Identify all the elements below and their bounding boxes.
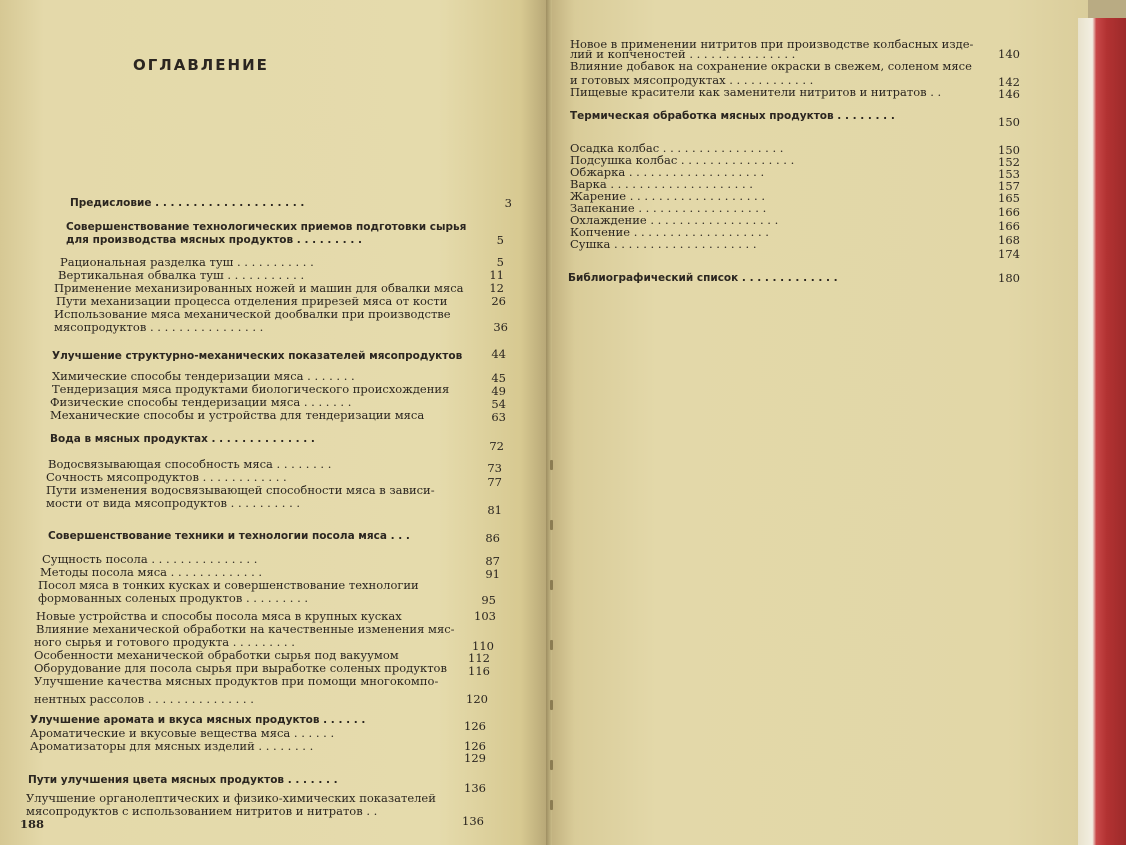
binding-stitch <box>550 580 553 590</box>
toc-entry-page-number: 136 <box>462 814 484 828</box>
toc-entry-page-number: 11 <box>489 268 504 282</box>
toc-entry-page-number: 180 <box>998 271 1020 285</box>
toc-entry-page-number: 166 <box>998 205 1020 219</box>
toc-entry-title: Вода в мясных продуктах . . . . . . . . . . . . . . <box>50 433 315 445</box>
toc-entry-title: Подсушка колбас . . . . . . . . . . . . . . . . <box>570 153 795 167</box>
toc-entry-title: Новые устройства и способы посола мяса в крупных кусках <box>36 609 402 623</box>
toc-entry-page-number: 87 <box>485 554 500 568</box>
toc-entry-page-number: 49 <box>491 384 506 398</box>
binding-stitch <box>550 520 553 530</box>
toc-entry-title: ного сырья и готового продукта . . . . . . . . . <box>34 635 295 649</box>
toc-entry-title: мясопродуктов . . . . . . . . . . . . . . . . <box>54 320 264 334</box>
toc-entry-title: мясопродуктов с использованием нитритов и нитратов . . <box>26 804 378 818</box>
toc-entry-title: Посол мяса в тонких кусках и совершенствование технологии <box>38 578 419 592</box>
toc-entry-page-number: 136 <box>464 781 486 795</box>
toc-entry-page-number: 81 <box>487 503 502 517</box>
toc-entry-title: лий и копченостей . . . . . . . . . . . . . . . <box>570 47 796 61</box>
toc-entry-title: мости от вида мясопродуктов . . . . . . . . . . <box>46 496 301 510</box>
toc-entry-title: Методы посола мяса . . . . . . . . . . . . . <box>40 565 263 579</box>
toc-entry-page-number: 157 <box>998 179 1020 193</box>
toc-entry-page-number: 120 <box>466 692 488 706</box>
toc-entry-page-number: 5 <box>496 233 504 247</box>
toc-entry-title: Использование мяса механической дообвалки при производстве <box>54 307 451 321</box>
toc-entry-page-number: 103 <box>474 609 496 623</box>
toc-entry-page-number: 129 <box>464 751 486 765</box>
toc-entry-page-number: 140 <box>998 47 1020 61</box>
toc-entry-page-number: 91 <box>485 567 500 581</box>
toc-entry-page-number: 110 <box>472 639 494 653</box>
toc-heading: ОГЛАВЛЕНИЕ <box>133 56 269 74</box>
toc-entry-title: Охлаждение . . . . . . . . . . . . . . . . . . <box>570 213 779 227</box>
toc-entry-title: Предисловие . . . . . . . . . . . . . . . . . . . . <box>70 197 305 209</box>
toc-entry-page-number: 36 <box>493 320 508 334</box>
toc-entry-page-number: 150 <box>998 115 1020 129</box>
toc-entry-page-number: 152 <box>998 155 1020 169</box>
toc-entry-title: Механические способы и устройства для тендеризации мяса <box>50 408 425 422</box>
toc-entry-title: Новое в применении нитритов при производстве колбасных изде- <box>570 37 974 51</box>
toc-entry-page-number: 166 <box>998 219 1020 233</box>
toc-entry-page-number: 45 <box>491 371 506 385</box>
toc-entry-title: Пути механизации процесса отделения прирезей мяса от кости <box>56 294 448 308</box>
book-gutter <box>546 0 552 845</box>
toc-entry-title: Пути изменения водосвязывающей способности мяса в зависи- <box>46 483 435 497</box>
toc-entry-title: Рациональная разделка туш . . . . . . . . . . . <box>60 255 314 269</box>
toc-entry-title: Жарение . . . . . . . . . . . . . . . . . . . <box>570 189 765 203</box>
toc-entry-page-number: 116 <box>468 664 490 678</box>
toc-entry-page-number: 168 <box>998 233 1020 247</box>
toc-entry-title: Влияние механической обработки на качественные изменения мяс- <box>36 622 455 636</box>
toc-entry-title: Копчение . . . . . . . . . . . . . . . . . . . <box>570 225 769 239</box>
toc-entry-title: Водосвязывающая способность мяса . . . . . . . . <box>48 457 332 471</box>
toc-entry-page-number: 44 <box>491 347 506 361</box>
toc-entry-title: Осадка колбас . . . . . . . . . . . . . . . . . <box>570 141 784 155</box>
toc-entry-page-number: 77 <box>487 475 502 489</box>
toc-entry-page-number: 54 <box>491 397 506 411</box>
toc-entry-title: Варка . . . . . . . . . . . . . . . . . . . . <box>570 177 753 191</box>
toc-entry-title: для производства мясных продуктов . . . . . . . . . <box>66 234 362 246</box>
toc-entry-title: Обжарка . . . . . . . . . . . . . . . . . . . <box>570 165 765 179</box>
toc-entry-title: и готовых мясопродуктах . . . . . . . . . . . . <box>570 73 814 87</box>
toc-entry-title: Совершенствование технологических приемов подготовки сырья <box>66 221 467 233</box>
toc-entry-title: Совершенствование техники и технологии посола мяса . . . <box>48 530 410 542</box>
toc-entry-title: Улучшение структурно-механических показателей мясопродуктов <box>52 350 463 362</box>
toc-entry-page-number: 165 <box>998 191 1020 205</box>
toc-entry-title: Вертикальная обвалка туш . . . . . . . . . . . <box>58 268 305 282</box>
page-number: 188 <box>20 817 45 831</box>
toc-entry-title: Химические способы тендеризации мяса . . . . . . . <box>52 369 355 383</box>
toc-entry-page-number: 174 <box>998 247 1020 261</box>
toc-entry-title: Библиографический список . . . . . . . . . . . . . <box>568 272 838 284</box>
toc-entry-page-number: 126 <box>464 739 486 753</box>
book-cover-edge <box>1078 18 1126 845</box>
toc-entry-page-number: 126 <box>464 719 486 733</box>
toc-entry-page-number: 150 <box>998 143 1020 157</box>
toc-entry-title: Особенности механической обработки сырья под вакуумом <box>34 648 399 662</box>
toc-entry-title: Ароматизаторы для мясных изделий . . . . . . . . <box>30 739 314 753</box>
binding-stitch <box>550 640 553 650</box>
toc-entry-title: Сочность мясопродуктов . . . . . . . . . . . . <box>46 470 287 484</box>
toc-entry-title: нентных рассолов . . . . . . . . . . . . . . . <box>34 692 254 706</box>
toc-entry-title: Физические способы тендеризации мяса . . . . . . . <box>50 395 352 409</box>
toc-entry-page-number: 73 <box>487 461 502 475</box>
toc-entry-page-number: 86 <box>485 531 500 545</box>
toc-entry-title: формованных соленых продуктов . . . . . . . . . <box>38 591 309 605</box>
binding-stitch <box>550 760 553 770</box>
binding-stitch <box>550 460 553 470</box>
toc-entry-title: Улучшение аромата и вкуса мясных продуктов . . . . . . <box>30 714 366 726</box>
toc-entry-page-number: 3 <box>504 196 512 210</box>
toc-entry-title: Запекание . . . . . . . . . . . . . . . . . . <box>570 201 767 215</box>
toc-entry-page-number: 142 <box>998 75 1020 89</box>
toc-entry-title: Термическая обработка мясных продуктов . . . . . . . . <box>570 110 895 122</box>
toc-entry-page-number: 63 <box>491 410 506 424</box>
toc-entry-title: Сущность посола . . . . . . . . . . . . . . . <box>42 552 258 566</box>
toc-entry-page-number: 112 <box>468 651 490 665</box>
toc-entry-page-number: 153 <box>998 167 1020 181</box>
toc-entry-page-number: 72 <box>489 439 504 453</box>
toc-entry-title: Тендеризация мяса продуктами биологического происхождения <box>52 382 450 396</box>
toc-entry-page-number: 26 <box>491 294 506 308</box>
toc-entry-title: Ароматические и вкусовые вещества мяса . . . . . . <box>30 726 335 740</box>
toc-entry-title: Влияние добавок на сохранение окраски в свежем, соленом мясе <box>570 59 972 73</box>
binding-stitch <box>550 800 553 810</box>
toc-entry-title: Пищевые красители как заменители нитритов и нитратов . . <box>570 85 942 99</box>
toc-entry-title: Оборудование для посола сырья при выработке соленых продуктов <box>34 661 447 675</box>
binding-stitch <box>550 700 553 710</box>
toc-entry-page-number: 95 <box>481 593 496 607</box>
toc-entry-title: Применение механизированных ножей и машин для обвалки мяса <box>54 281 464 295</box>
toc-entry-title: Пути улучшения цвета мясных продуктов . . . . . . . <box>28 774 338 786</box>
toc-entry-page-number: 146 <box>998 87 1020 101</box>
toc-entry-title: Улучшение органолептических и физико-химических показателей <box>26 791 436 805</box>
toc-entry-title: Улучшение качества мясных продуктов при помощи многокомпо- <box>34 674 439 688</box>
toc-entry-page-number: 12 <box>489 281 504 295</box>
toc-entry-title: Сушка . . . . . . . . . . . . . . . . . . . . <box>570 237 757 251</box>
toc-entry-page-number: 5 <box>496 255 504 269</box>
